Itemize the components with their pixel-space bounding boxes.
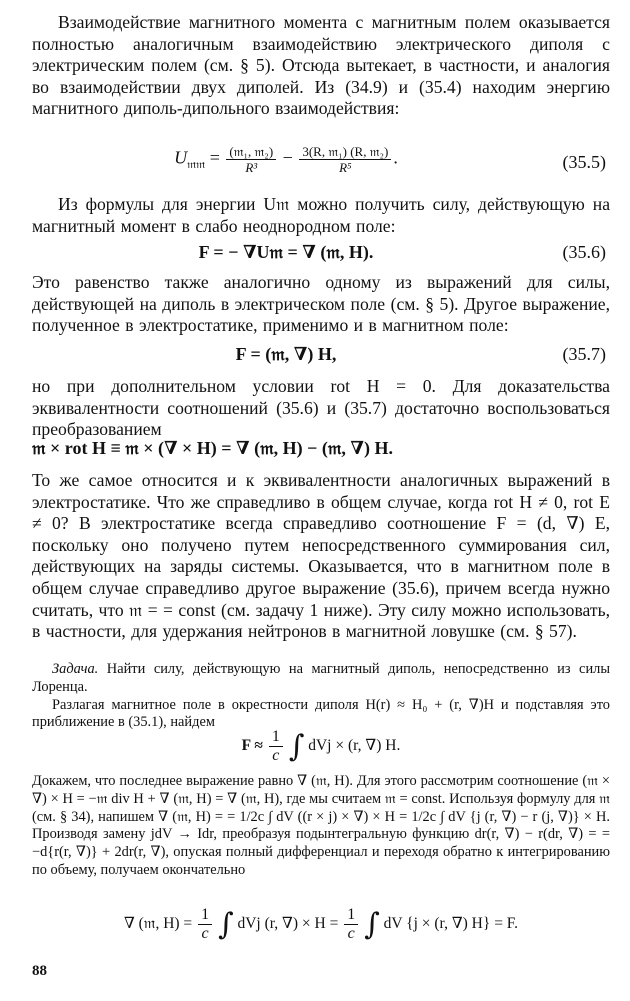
- paragraph-5-text: То же самое относится и к эквивалентности аналогичных выражений в электростатике. Что же справедливо в общем случае, когда rot H ≠ 0, rot E ≠ 0? В электростатике всегда справедливо соотношение F = (d, ∇) E, поскольку оно получено путем непосредственного суммирования сил, действующих на заряды системы. Оказывается, что в магнитном поле в общем случае справедливо другое выражение (35.6), причем всегда нужно считать, что 𝔪 = = const (см. задачу 1 ниже). Эту силу можно использовать, в частности, для удержания нейтронов в магнитной ловушке (см. § 57).: [32, 470, 610, 642]
- eq-35-5-frac-2-den: R⁵: [339, 160, 352, 175]
- eq-35-5-lhs: U: [174, 147, 188, 168]
- paragraph-4-text: но при дополнительном условии rot H = 0. Для доказательства эквивалентности соотношений (35.6) и (35.7) достаточно воспользоваться преобразованием: [32, 376, 610, 440]
- page-number: 88: [32, 963, 47, 979]
- equation-35-6: [32, 236, 610, 270]
- eq-35-6-body: F = − ∇U𝔪 = ∇ (𝔪, H).: [198, 242, 374, 262]
- task: [32, 661, 610, 732]
- eq-small-1-rhs: dVj × (r, ∇) H.: [308, 737, 401, 755]
- eq-small-1-lhs: F ≈: [241, 737, 263, 755]
- eq-small-2-frac-1-num: 1: [198, 906, 212, 925]
- eq-small-2-lhs: ∇ (𝔪, H) =: [123, 915, 193, 933]
- task-label: Задача.: [52, 661, 99, 677]
- equation-35-7: [32, 338, 610, 372]
- equation-small-2: [32, 906, 610, 943]
- paragraph-1: [32, 12, 610, 120]
- eq-small-1-frac-num: 1: [269, 728, 283, 747]
- paragraph-2: [32, 194, 610, 237]
- eq-35-5-number: (35.5): [562, 152, 606, 172]
- integral-icon: ∫: [217, 907, 234, 942]
- eq-35-5-lhs-sub: 𝔪𝔪: [187, 157, 206, 172]
- eq-35-5-frac-1-num: (𝔪₁, 𝔪₂): [226, 144, 276, 160]
- small-paragraph-1: Разлагая магнитное поле в окрестности диполя H(r) ≈ H₀ + (r, ∇)H и подставляя это приближение в (35.1), найдем: [32, 696, 610, 731]
- eq-small-2-frac-1: [198, 906, 212, 943]
- task-text: [32, 661, 610, 697]
- eq-small-2-rhs: dV {j × (r, ∇) H} = F.: [383, 915, 519, 933]
- equation-small-1: [32, 728, 610, 765]
- eq-35-5-frac-1-den: R³: [245, 160, 258, 175]
- eq-small-2-mid: dVj (r, ∇) × H =: [237, 915, 339, 933]
- eq-small-2-frac-2-num: 1: [344, 906, 358, 925]
- eq-35-5-frac-2: [299, 144, 391, 175]
- small-paragraph-2: [32, 773, 610, 880]
- task-body: Найти силу, действующую на магнитный диполь, непосредственно из силы Лоренца.: [32, 661, 610, 695]
- eq-35-5-frac-2-num: 3(R, 𝔪₁) (R, 𝔪₂): [299, 144, 391, 160]
- eq-35-7-number: (35.7): [562, 344, 606, 364]
- eq-small-2-frac-2: [344, 906, 358, 943]
- paragraph-1-text: Взаимодействие магнитного момента с магнитным полем оказывается полностью аналогичным взаимодействию электрического диполя с электрическим полем (см. § 5). Отсюда вытекает, в частности, и аналогия во взаимодействии двух диполей. Из (34.9) и (35.4) находим энергию магнитного диполь-дипольного взаимодействия:: [32, 12, 610, 119]
- eq-35-7-body: F = (𝔪, ∇) H,: [235, 344, 337, 364]
- paragraph-4: [32, 376, 610, 441]
- eq-35-5-frac-1: [226, 144, 276, 175]
- paragraph-5: [32, 470, 610, 643]
- paragraph-3: [32, 272, 610, 337]
- eq-small-2-frac-2-den: c: [347, 925, 355, 942]
- paragraph-2-text: Из формулы для энергии U𝔪 можно получить силу, действующую на магнитный момент в слабо неоднородном поле:: [32, 194, 610, 236]
- small-paragraph-2-text: Докажем, что последнее выражение равно ∇ (𝔪, H). Для этого рассмотрим соотношение (𝔪 × ∇) × H = −𝔪 div H + ∇ (𝔪, H) = ∇ (𝔪, H), где мы считаем 𝔪 = const. Используя формулу для 𝔪 (см. § 34), напишем ∇ (𝔪, H) = = 1/2c ∫ dV ((r × j) × ∇) × H = 1/2c ∫ dV {j (r, ∇) − r (j, ∇)} × H. Производя замену jdV → Idr, преобразуя подынтегральную функцию dr(r, ∇) − r(dr, ∇) = = −d{r(r, ∇)} + 2dr(r, ∇), опуская полный дифференциал и переходя обратно к интегрированию по объему, получаем окончательно: [32, 773, 610, 878]
- equation-rot: 𝔪 × rot H ≡ 𝔪 × (∇ × H) = ∇ (𝔪, H) − (𝔪, ∇) H.: [32, 438, 393, 458]
- equation-35-5: $U_{𝔪𝔪}$ = $\frac{\text{(𝔪₁, 𝔪₂)}}{\text{R³}}$ − $\frac{\text{3(R, 𝔪₁) (R, 𝔪₂)}}{\text{R⁵}}$ . (35.5): [174, 144, 606, 175]
- eq-small-1-frac-den: c: [272, 747, 280, 764]
- eq-small-2-frac-1-den: c: [201, 925, 209, 942]
- eq-small-1-frac: [269, 728, 283, 765]
- eq-35-6-number: (35.6): [562, 242, 606, 262]
- integral-icon: ∫: [364, 907, 380, 942]
- paragraph-3-text: Это равенство также аналогично одному из выражений для силы, действующей на диполь в электрическом поле (см. § 5). Другое выражение, полученное в электростатике, применимо и в магнитном поле:: [32, 272, 610, 336]
- integral-icon: ∫: [288, 729, 305, 764]
